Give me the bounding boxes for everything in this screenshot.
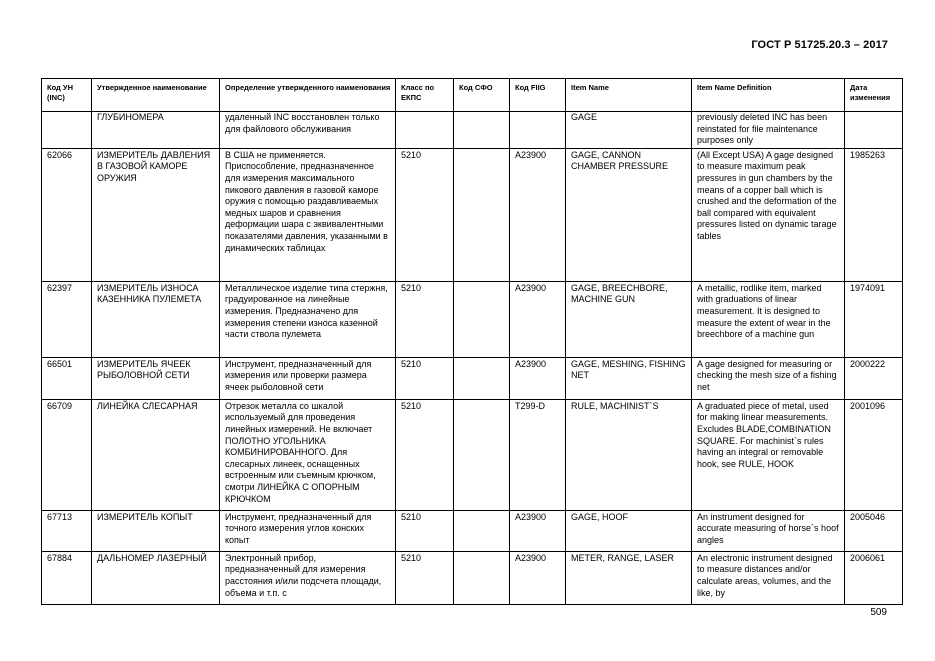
cell-item-name: GAGE, MESHING, FISHING NET xyxy=(566,357,692,399)
cell-class: 5210 xyxy=(396,148,454,281)
cell-fiig: A23900 xyxy=(510,281,566,357)
table-row xyxy=(42,510,903,551)
cell-item-definition: (All Except USA) A gage designed to measure maximum peak pressures in gun chambers by the means of a copper ball which is crushed and the deformation of the ball compared with equivalent pressures listed on dynamic tarage tables xyxy=(692,148,845,281)
cell-sfo xyxy=(454,357,510,399)
column-header-fiig: Код FIIG xyxy=(510,79,566,112)
cell-item-name: METER, RANGE, LASER xyxy=(566,551,692,604)
column-header-inc: Код УН (INC) xyxy=(42,79,92,112)
page-number: 509 xyxy=(870,607,887,618)
cell-class: 5210 xyxy=(396,281,454,357)
cell-item-name: RULE, MACHINIST`S xyxy=(566,399,692,510)
table-header-row xyxy=(42,79,903,112)
cell-definition-ru: Инструмент, предназначенный для измерения или проверки размера ячеек рыболовной сети xyxy=(220,357,396,399)
cell-date: 2005046 xyxy=(845,510,903,551)
classification-table xyxy=(41,78,903,605)
cell-item-definition: An electronic instrument designed to measure distances and/or calculate areas, volumes, and the like, by xyxy=(692,551,845,604)
cell-date: 2000222 xyxy=(845,357,903,399)
cell-item-name: GAGE xyxy=(566,112,692,149)
cell-name-ru: ИЗМЕРИТЕЛЬ ДАВЛЕНИЯ В ГАЗОВОЙ КАМОРЕ ОРУЖИЯ xyxy=(92,148,220,281)
cell-inc: 66501 xyxy=(42,357,92,399)
cell-sfo xyxy=(454,281,510,357)
cell-name-ru: ИЗМЕРИТЕЛЬ ЯЧЕЕК РЫБОЛОВНОЙ СЕТИ xyxy=(92,357,220,399)
cell-item-definition: A metallic, rodlike item, marked with graduations of linear measurement. It is designed to measure the extent of wear in the breechbore of a machine gun xyxy=(692,281,845,357)
cell-definition-ru: Металлическое изделие типа стержня, градуированное на линейные измерения. Предназначено для измерения степени износа казенной части ствола пулемета xyxy=(220,281,396,357)
cell-name-ru: ИЗМЕРИТЕЛЬ КОПЫТ xyxy=(92,510,220,551)
cell-class: 5210 xyxy=(396,551,454,604)
cell-inc: 66709 xyxy=(42,399,92,510)
table-row xyxy=(42,357,903,399)
cell-date: 1985263 xyxy=(845,148,903,281)
column-header-name-ru: Утвержденное наименование xyxy=(92,79,220,112)
cell-date: 2001096 xyxy=(845,399,903,510)
cell-class: 5210 xyxy=(396,357,454,399)
cell-item-name: GAGE, CANNON CHAMBER PRESSURE xyxy=(566,148,692,281)
cell-definition-ru: Инструмент, предназначенный для точного измерения углов конских копыт xyxy=(220,510,396,551)
cell-class xyxy=(396,112,454,149)
cell-inc: 67884 xyxy=(42,551,92,604)
cell-item-name: GAGE, HOOF xyxy=(566,510,692,551)
cell-definition-ru: удаленный INC восстановлен только для файлового обслуживания xyxy=(220,112,396,149)
cell-item-definition: An instrument designed for accurate measuring of horse`s hoof angles xyxy=(692,510,845,551)
table-row xyxy=(42,281,903,357)
cell-date xyxy=(845,112,903,149)
cell-inc: 62066 xyxy=(42,148,92,281)
column-header-sfo: Код СФО xyxy=(454,79,510,112)
cell-definition-ru: Электронный прибор, предназначенный для измерения расстояния и/или подсчета площади, объема и т.п. с xyxy=(220,551,396,604)
cell-sfo xyxy=(454,112,510,149)
cell-name-ru: ДАЛЬНОМЕР ЛАЗЕРНЫЙ xyxy=(92,551,220,604)
cell-sfo xyxy=(454,148,510,281)
column-header-date: Дата изменения xyxy=(845,79,903,112)
cell-sfo xyxy=(454,399,510,510)
cell-fiig: A23900 xyxy=(510,357,566,399)
table-row xyxy=(42,148,903,281)
column-header-item-definition: Item Name Definition xyxy=(692,79,845,112)
column-header-definition-ru: Определение утвержденного наименования xyxy=(220,79,396,112)
cell-fiig: A23900 xyxy=(510,148,566,281)
cell-inc: 67713 xyxy=(42,510,92,551)
cell-definition-ru: Отрезок металла со шкалой используемый для проведения линейных измерений. Не включает ПОЛОТНО УГОЛЬНИКА КОМБИНИРОВАННОГО. Для слесарных линеек, оснащенных встроенным или съемным крючком, смотри ЛИНЕЙКА С ОПОРНЫМ КРЮЧКОМ xyxy=(220,399,396,510)
column-header-item-name: Item Name xyxy=(566,79,692,112)
cell-fiig: T299-D xyxy=(510,399,566,510)
cell-item-definition: A graduated piece of metal, used for making linear measurements. Excludes BLADE,COMBINATION SQUARE. For machinist`s rules having an integral or removable hook, see RULE, HOOK xyxy=(692,399,845,510)
cell-name-ru: ЛИНЕЙКА СЛЕСАРНАЯ xyxy=(92,399,220,510)
cell-item-definition: A gage designed for measuring or checking the mesh size of a fishing net xyxy=(692,357,845,399)
cell-inc xyxy=(42,112,92,149)
cell-sfo xyxy=(454,510,510,551)
table-row xyxy=(42,112,903,149)
table-row xyxy=(42,399,903,510)
document-standard-header: ГОСТ Р 51725.20.3 – 2017 xyxy=(751,39,888,51)
cell-inc: 62397 xyxy=(42,281,92,357)
cell-class: 5210 xyxy=(396,510,454,551)
cell-definition-ru: В США не применяется. Приспособление, предназначенное для измерения максимального пикового давления в газовой каморе оружия с помощью раздавливаемых медных шаров и сравнения деформации шара с эквивалентными показателями давления, указанными в динамических таблицах xyxy=(220,148,396,281)
table-row xyxy=(42,551,903,604)
cell-name-ru: ИЗМЕРИТЕЛЬ ИЗНОСА КАЗЕННИКА ПУЛЕМЕТА xyxy=(92,281,220,357)
cell-class: 5210 xyxy=(396,399,454,510)
cell-fiig: A23900 xyxy=(510,510,566,551)
cell-item-name: GAGE, BREECHBORE, MACHINE GUN xyxy=(566,281,692,357)
cell-item-definition: previously deleted INC has been reinstated for file maintenance purposes only xyxy=(692,112,845,149)
cell-fiig xyxy=(510,112,566,149)
cell-name-ru: ГЛУБИНОМЕРА xyxy=(92,112,220,149)
cell-date: 2006061 xyxy=(845,551,903,604)
cell-fiig: A23900 xyxy=(510,551,566,604)
cell-sfo xyxy=(454,551,510,604)
column-header-class: Класс по ЕКПС xyxy=(396,79,454,112)
cell-date: 1974091 xyxy=(845,281,903,357)
